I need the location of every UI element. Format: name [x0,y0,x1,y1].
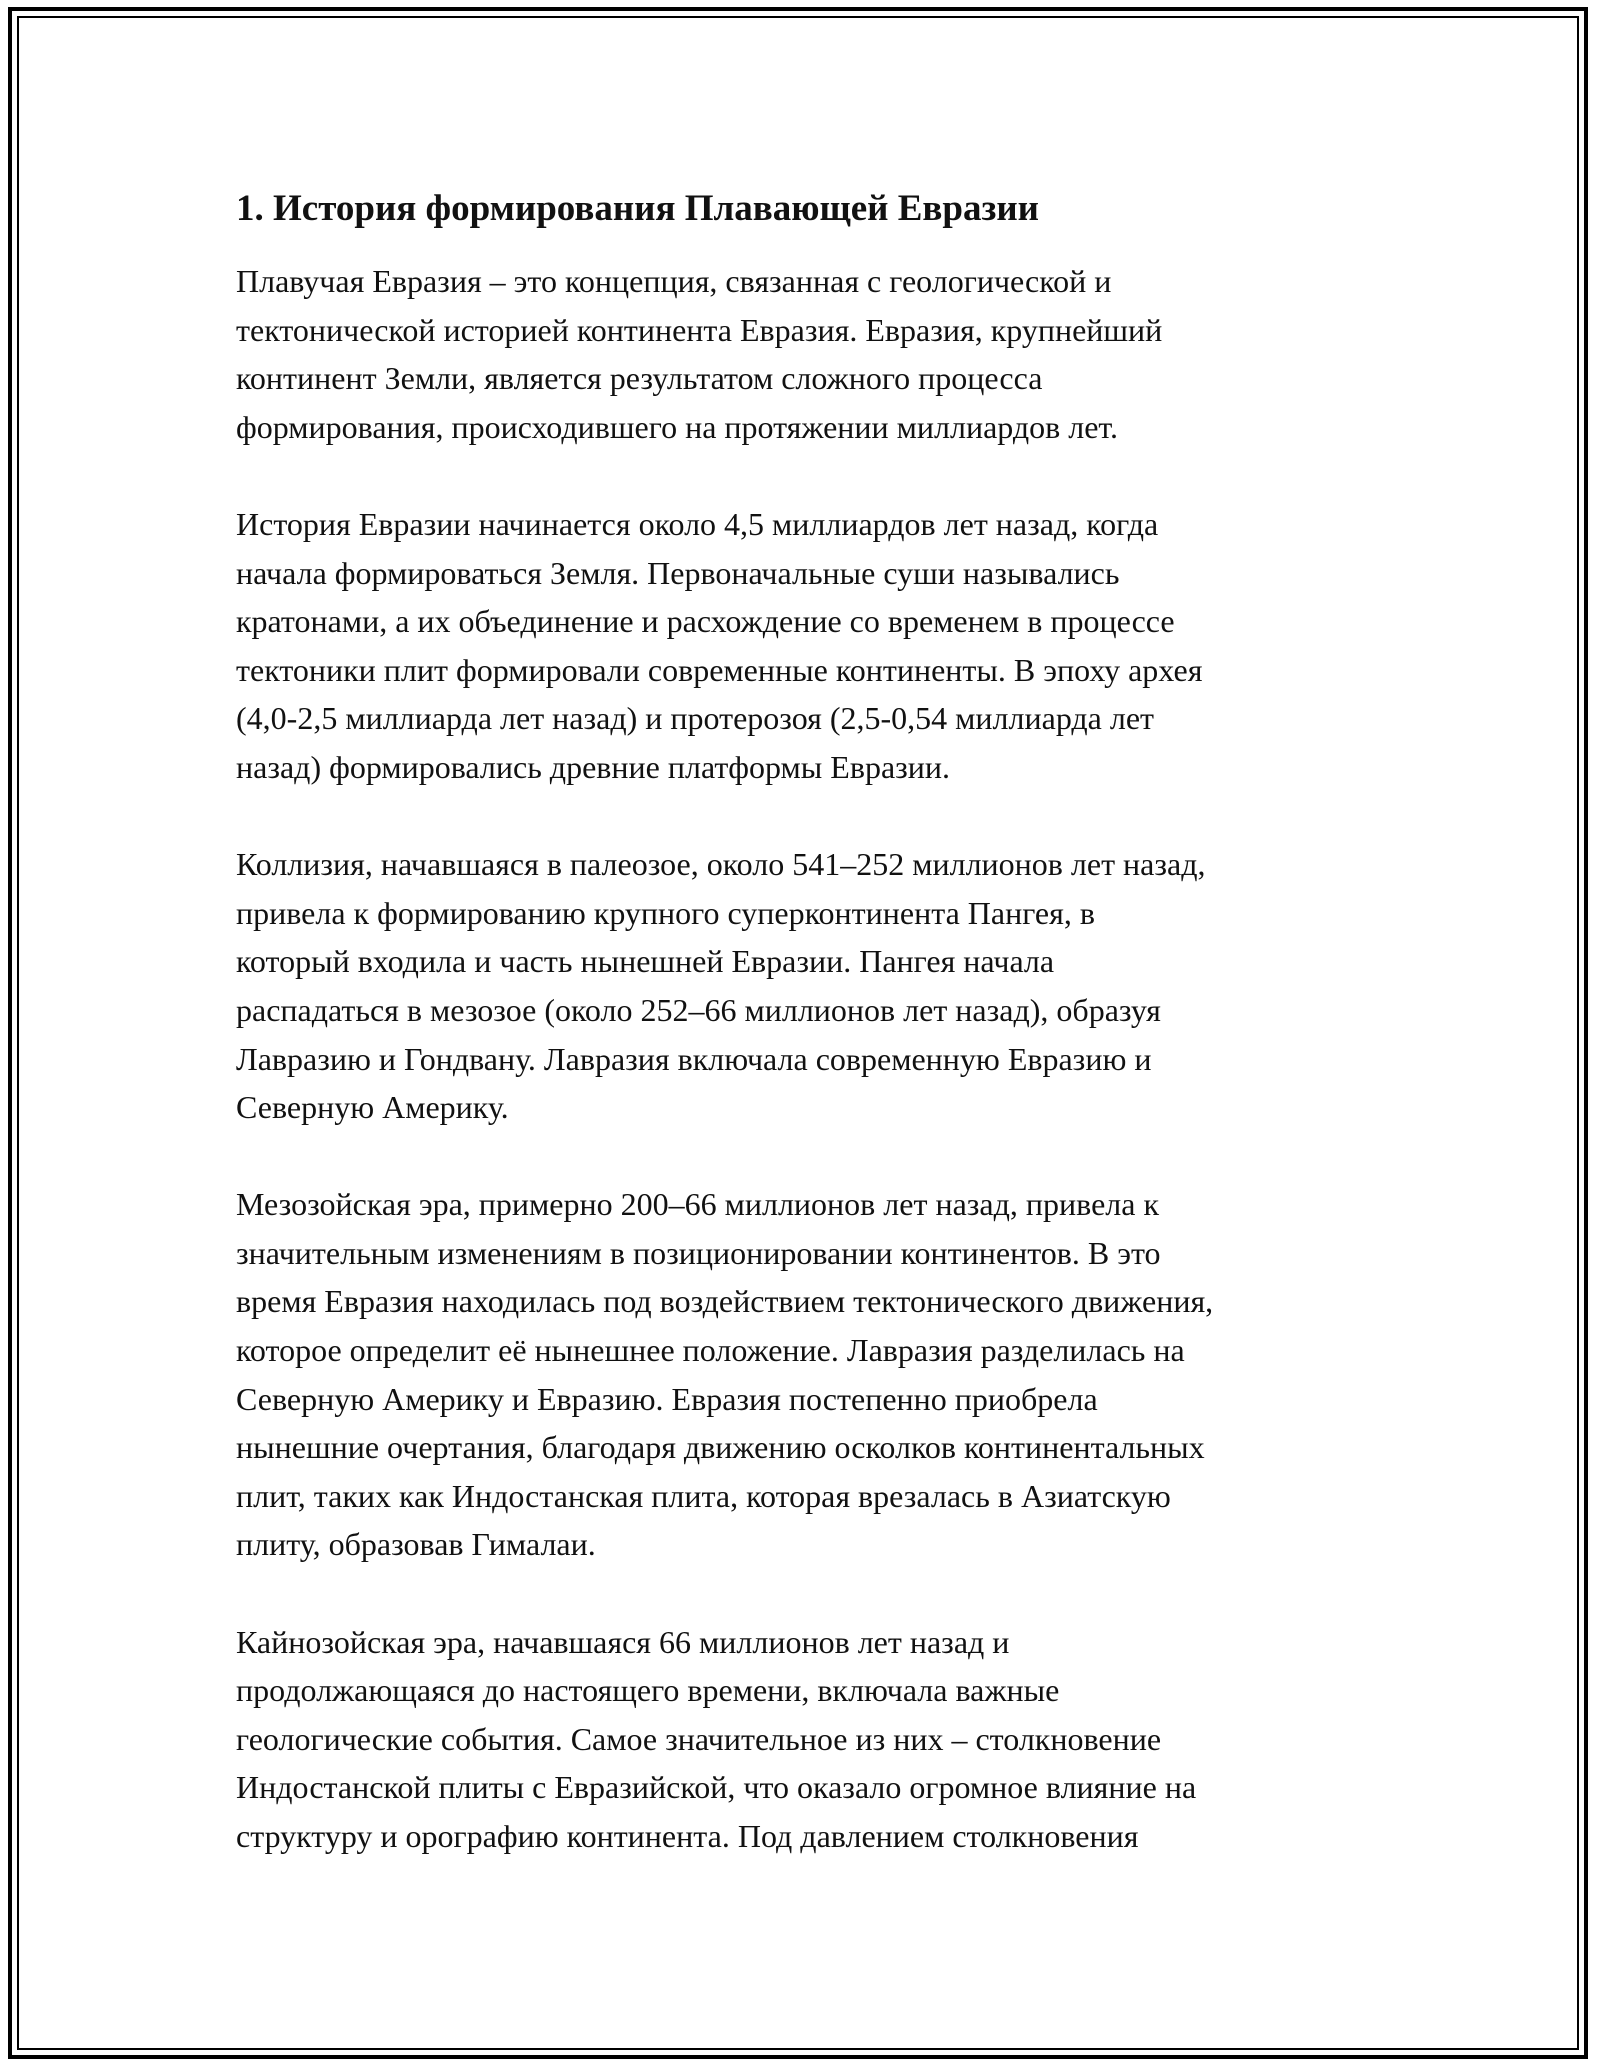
document-body [236,185,1386,1909]
paragraph-4: Мезозойская эра, примерно 200–66 миллионов лет назад, привела к значительным изменениям в позиционировании континентов. В это время Евразия находилась под воздействием тектонического движения, которое определит её нынешнее положение. Лавразия разделилась на Северную Америку и Евразию. Евразия постепенно приобрела нынешние очертания, благодаря движению осколков континентальных плит, таких как Индостанская плита, которая врезалась в Азиатскую плиту, образовав Гималаи. [236,1186,1214,1563]
paragraph-5: Кайнозойская эра, начавшаяся 66 миллионов лет назад и продолжающаяся до настоящего времени, включала важные геологические события. Самое значительное из них – столкновение Индостанской плиты с Евразийской, что оказало огромное влияние на структуру и орографию континента. Под давлением столкновения [236,1623,1197,1854]
paragraph-3: Коллизия, начавшаяся в палеозое, около 541–252 миллионов лет назад, привела к формированию крупного суперконтинента Пангея, в который входила и часть нынешней Евразии. Пангея начала распадаться в мезозое (около 252–66 миллионов лет назад), образуя Лавразию и Гондвану. Лавразия включала современную Евразию и Северную Америку. [236,846,1206,1126]
paragraph-2: История Евразии начинается около 4,5 миллиардов лет назад, когда начала формироваться Земля. Первоначальные суши назывались кратонами, а их объединение и расхождение со временем в процессе тектоники плит формировали современные континенты. В эпоху архея (4,0-2,5 миллиарда лет назад) и протерозоя (2,5-0,54 миллиарда лет назад) формировались древние платформы Евразии. [236,505,1203,785]
paragraph-1: Плавучая Евразия – это концепция, связанная с геологической и тектонической историей континента Евразия. Евразия, крупнейший континент Земли, является результатом сложного процесса формирования, происходившего на протяжении миллиардов лет. [236,263,1163,445]
section-heading: 1. История формирования Плавающей Евразии [236,188,1039,229]
